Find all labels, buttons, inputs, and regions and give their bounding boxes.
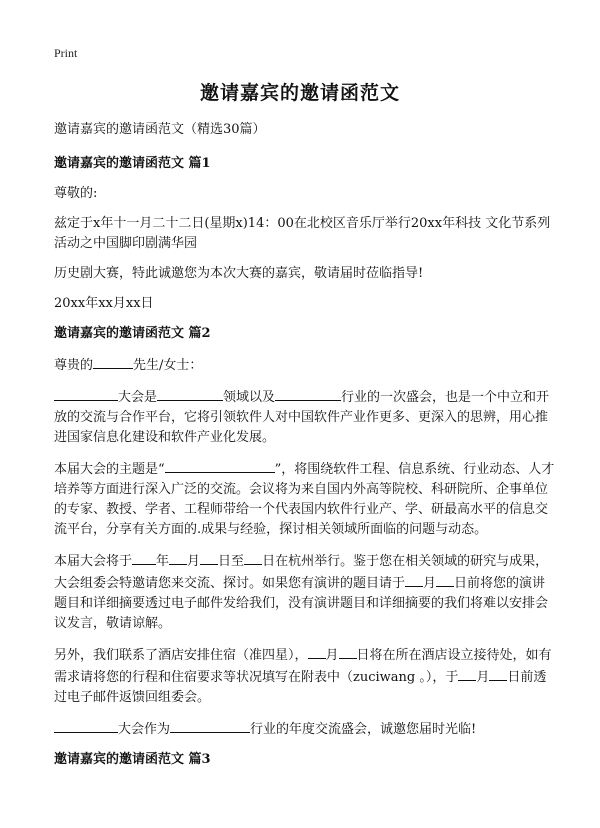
text-run: 行业的年度交流盛会，诚邀您届时光临!	[250, 722, 477, 737]
text-run: 月	[187, 554, 201, 569]
fill-blank	[436, 572, 454, 587]
name-blank	[93, 354, 133, 369]
fill-blank	[200, 550, 218, 565]
text-run: 日在杭州举行。鉴于您在相关领域的研究与成果，大会组委会特邀请您来交流、探讨。如果您有演讲的题目请于	[54, 554, 549, 591]
paragraph	[54, 550, 556, 634]
fill-blank	[244, 550, 262, 565]
section-heading: 邀请嘉宾的邀请函范文 篇1	[54, 156, 211, 171]
text-run: 日将在所在酒店设立接待处，如有需求请将您的行程和住宿要求等状况填写在附表中（zuciwang 。），于	[54, 648, 552, 685]
paragraph: 历史剧大赛，特此诚邀您为本次大赛的嘉宾，敬请届时莅临指导!	[54, 266, 424, 281]
section-1	[54, 154, 556, 314]
text-run: 本届大会将于	[54, 554, 133, 569]
text-run: 行业的一次盛会，也是一个中立和开放的交流与合作平台，它将引领软件人对中国软件产业作更多、更深入的思辨，用心推进国家信息化建设和软件产业化发展。	[54, 390, 550, 445]
document-body	[54, 120, 556, 780]
fill-blank	[157, 386, 223, 401]
text-run: 领域以及	[223, 390, 276, 405]
fill-blank	[54, 718, 118, 733]
fill-blank	[170, 718, 250, 733]
text-run: 大会作为	[118, 722, 171, 737]
fill-blank	[132, 550, 156, 565]
paragraph	[54, 718, 556, 740]
date-line: 20xx年xx月xx日	[54, 296, 154, 311]
greeting	[54, 354, 556, 376]
fill-blank	[275, 386, 341, 401]
fill-blank	[54, 386, 118, 401]
text-run: 月	[423, 576, 437, 591]
text-run: 大会是	[118, 390, 158, 405]
fill-blank	[339, 644, 357, 659]
text-run: ”，将围绕软件工程、信息系统、行业动态、人才培养等方面进行深入广泛的交流。会议将为来自国内外高等院校、科研院所、企事单位的专家、教授、学者、工程师带给一个代表国内软件行业产、学、研最高水平的信息交流平台，分享有关方面的.成果与经验，探讨相关领域所面临的问题与动态。	[54, 462, 555, 537]
greeting-prefix: 尊贵的	[54, 358, 94, 373]
page-title: 邀请嘉宾的邀请函范文	[199, 82, 400, 104]
text-run: 月	[325, 648, 339, 663]
paragraph: 兹定于x年十一月二十二日(星期x)14：00在北校区音乐厅举行20xx年科技 文化节系列活动之中国脚印剧满华园	[54, 216, 551, 251]
paragraph	[54, 644, 556, 708]
section-3	[54, 750, 556, 770]
text-run: 另外，我们联系了酒店安排住宿（准四星），	[54, 648, 308, 663]
fill-blank	[489, 666, 507, 681]
fill-blank	[308, 644, 326, 659]
text-run: 日前将您的演讲题目和详细摘要透过电子邮件发给我们，没有演讲题目和详细摘要的我们将难以安排会议发言，敬请谅解。	[54, 576, 549, 631]
paragraph	[54, 386, 556, 448]
section-2	[54, 324, 556, 740]
text-run: 日前透过电子邮件返馈回组委会。	[54, 670, 547, 705]
paragraph	[54, 458, 556, 540]
text-run: 年	[156, 554, 170, 569]
text-run: 日至	[218, 554, 245, 569]
fill-blank	[169, 550, 187, 565]
text-run: 月	[476, 670, 490, 685]
section-heading: 邀请嘉宾的邀请函范文 篇2	[54, 326, 211, 341]
fill-blank	[165, 458, 275, 473]
text-run: 本届大会的主题是“	[54, 462, 165, 477]
greeting: 尊敬的:	[54, 186, 98, 201]
section-heading: 邀请嘉宾的邀请函范文 篇3	[54, 752, 211, 767]
greeting-suffix: 先生/女士：	[133, 358, 203, 373]
fill-blank	[458, 666, 476, 681]
fill-blank	[405, 572, 423, 587]
print-link[interactable]: Print	[54, 46, 78, 60]
document-subtitle: 邀请嘉宾的邀请函范文（精选30篇）	[54, 122, 266, 137]
